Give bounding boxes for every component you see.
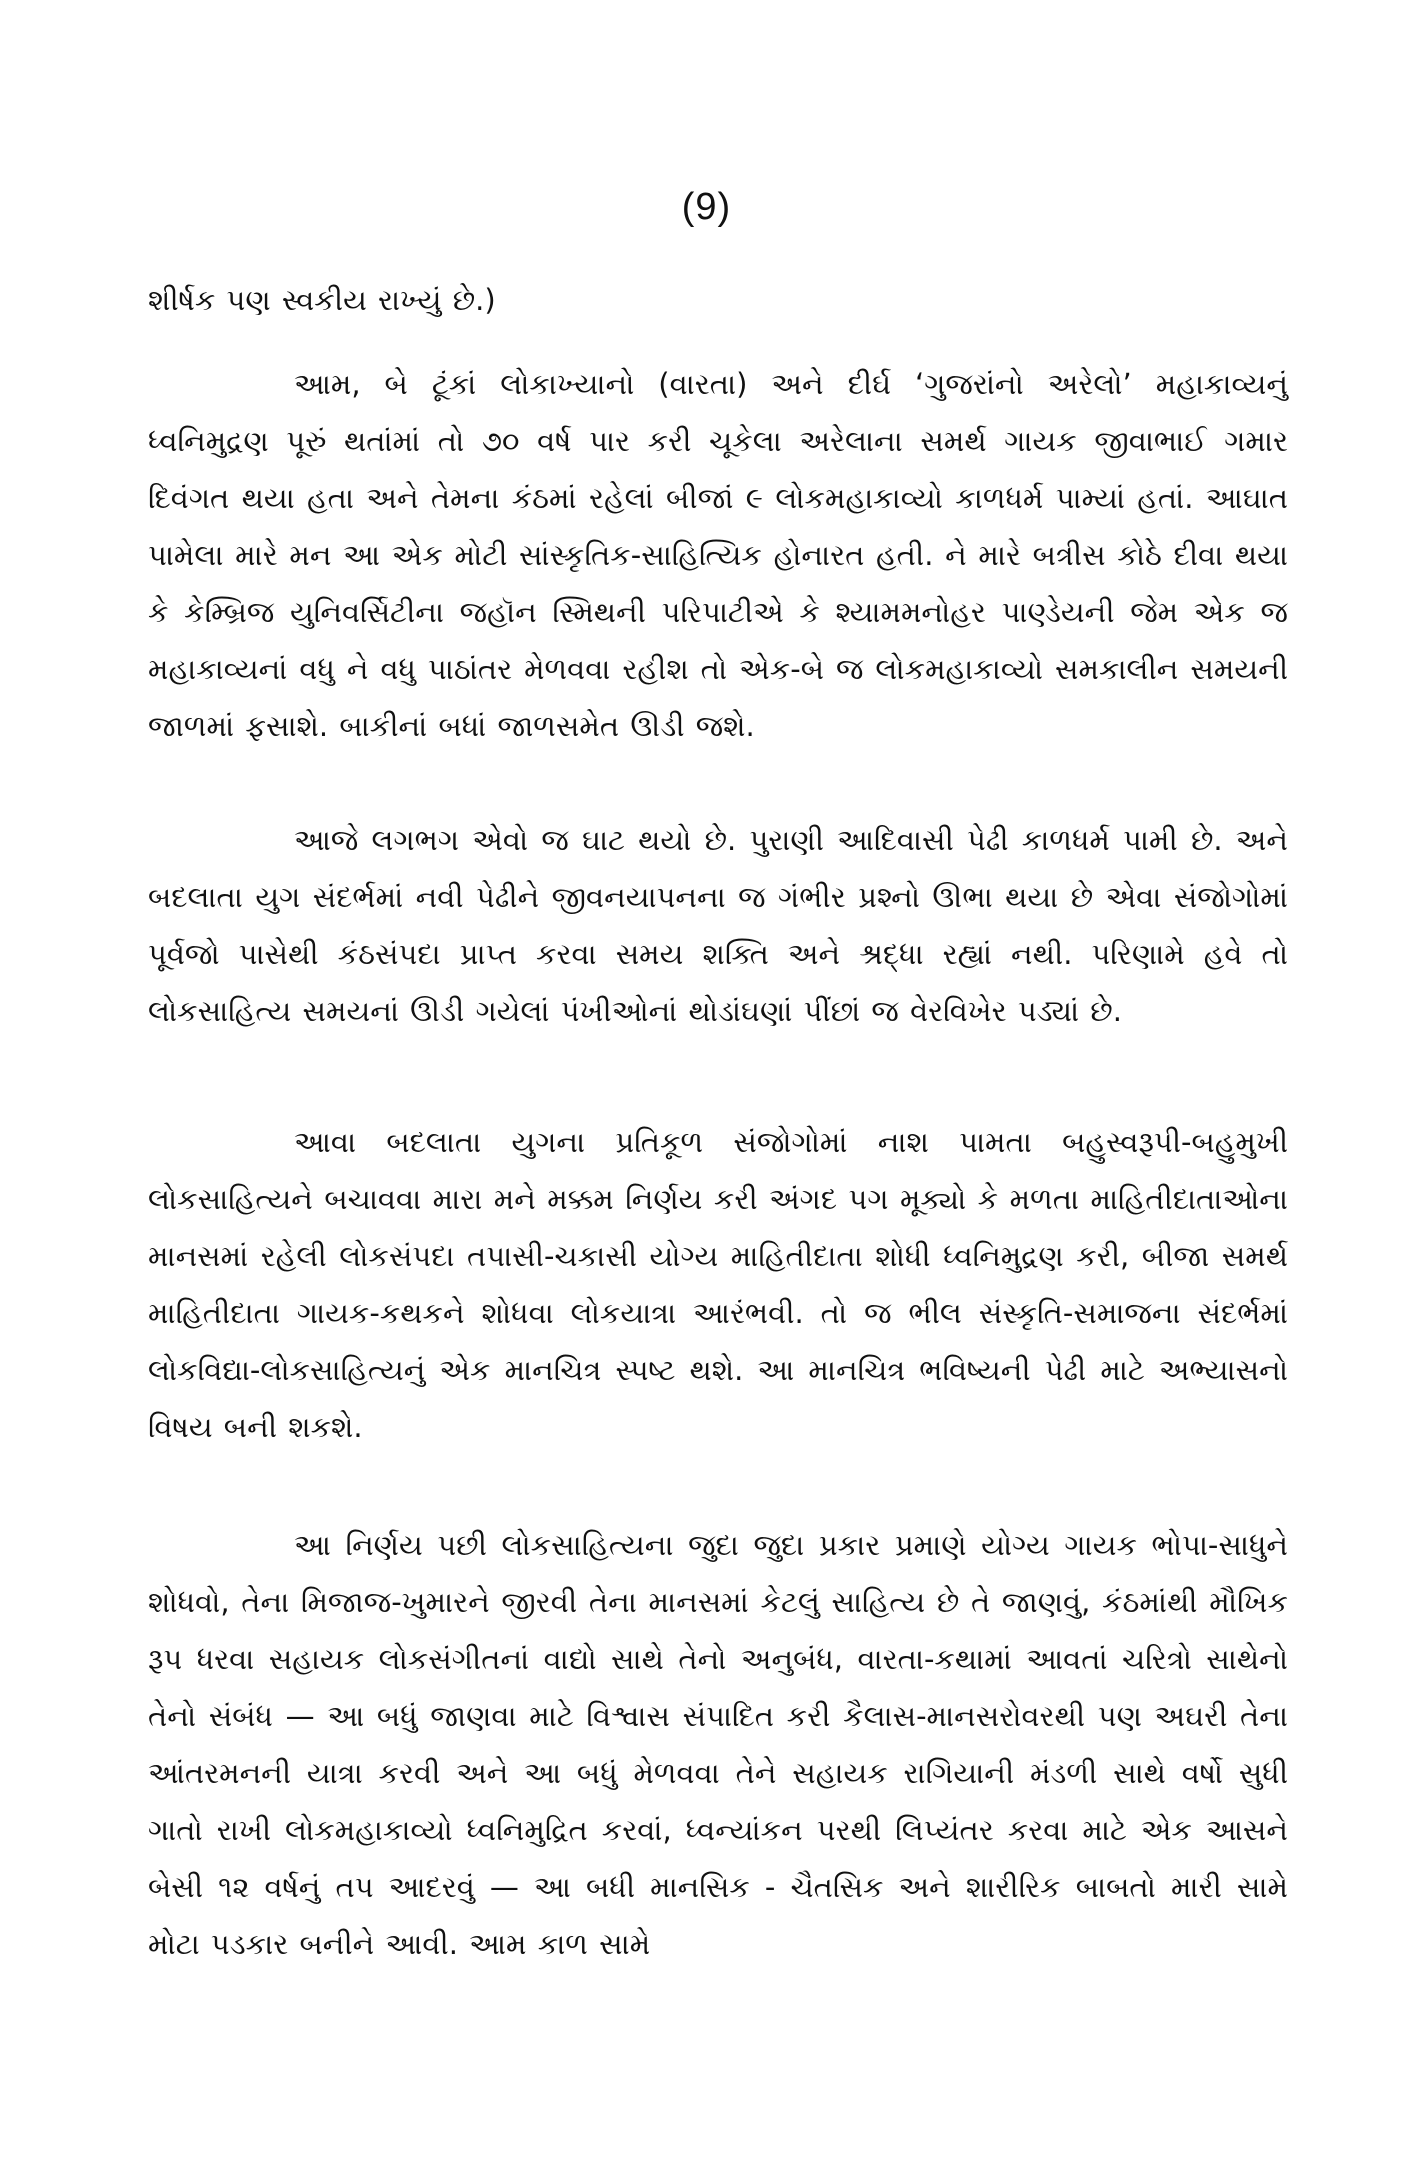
- page-number: (9): [681, 186, 732, 228]
- paragraph-2: આજે લગભગ એવો જ ઘાટ થયો છે. પુરાણી આદિવાસી પેઢી કાળધર્મ પામી છે. અને બદલાતા યુગ સંદર્ભમાં નવી પેઢીને જીવનયાપનના જ ગંભીર પ્રશ્નો ઊભા થયા છે એવા સંજોગોમાં પૂર્વજો પાસેથી કંઠસંપદા પ્રાપ્ત કરવા સમય શક્તિ અને શ્રદ્ધા રહ્યાં નથી. પરિણામે હવે તો લોકસાહિત્ય સમયનાં ઊડી ગયેલાં પંખીઓનાં થોડાંઘણાં પીંછાં જ વેરવિખેર પડ્યાં છે.: [148, 823, 1288, 1028]
- paragraph-3: આવા બદલાતા યુગના પ્રતિકૂળ સંજોગોમાં નાશ પામતા બહુસ્વરૂપી-બહુમુખી લોકસાહિત્યને બચાવવા મારા મને મક્કમ નિર્ણય કરી અંગદ પગ મૂક્યો કે મળતા માહિતીદાતાઓના માનસમાં રહેલી લોકસંપદા તપાસી-ચકાસી યોગ્ય માહિતીદાતા શોધી ધ્વનિમુદ્રણ કરી, બીજા સમર્થ માહિતીદાતા ગાયક-કથકને શોધવા લોકયાત્રા આરંભવી. તો જ ભીલ સંસ્કૃતિ-સમાજના સંદર્ભમાં લોકવિદ્યા-લોકસાહિત્યનું એક માનચિત્ર સ્પષ્ટ થશે. આ માનચિત્ર ભવિષ્યની પેઢી માટે અભ્યાસનો વિષય બની શકશે.: [148, 1125, 1288, 1444]
- paragraph-4: આ નિર્ણય પછી લોકસાહિત્યના જુદા જુદા પ્રકાર પ્રમાણે યોગ્ય ગાયક ભોપા-સાધુને શોધવો, તેના મિજાજ-ખુમારને જીરવી તેના માનસમાં કેટલું સાહિત્ય છે તે જાણવું, કંઠમાંથી મૌખિક રૂપ ધરવા સહાયક લોકસંગીતનાં વાદ્યો સાથે તેનો અનુબંધ, વારતા-કથામાં આવતાં ચરિત્રો સાથેનો તેનો સંબંધ — આ બધું જાણવા માટે વિશ્વાસ સંપાદિત કરી કૈલાસ-માનસરોવરથી પણ અઘરી તેના આંતરમનની યાત્રા કરવી અને આ બધું મેળવવા તેને સહાયક રાગિયાની મંડળી સાથે વર્ષો સુધી ગાતો રાખી લોકમહાકાવ્યો ધ્વનિમુદ્રિત કરવાં, ધ્વન્યાંકન પરથી લિપ્યંતર કરવા માટે એક આસને બેસી ૧૨ વર્ષનું તપ આદરવું — આ બધી માનસિક - ચૈતસિક અને શારીરિક બાબતો મારી સામે મોટા પડકાર બનીને આવી. આમ કાળ સામે: [148, 1528, 1288, 1961]
- paragraph-1: આમ, બે ટૂંકાં લોકાખ્યાનો (વારતા) અને દીર્ઘ ‘ગુજરાંનો અરેલો’ મહાકાવ્યનું ધ્વનિમુદ્રણ પૂરું થતાંમાં તો ૭૦ વર્ષ પાર કરી ચૂકેલા અરેલાના સમર્થ ગાયક જીવાભાઈ ગમાર દિવંગત થયા હતા અને તેમના કંઠમાં રહેલાં બીજાં ૯ લોકમહાકાવ્યો કાળધર્મ પામ્યાં હતાં. આઘાત પામેલા મારે મન આ એક મોટી સાંસ્કૃતિક-સાહિત્યિક હોનારત હતી. ને મારે બત્રીસ કોઠે દીવા થયા કે કેમ્બ્રિજ યુનિવર્સિટીના જહૉન સ્મિથની પરિપાટીએ કે શ્યામમનોહર પાણ્ડેયની જેમ એક જ મહાકાવ્યનાં વધુ ને વધુ પાઠાંતર મેળવવા રહીશ તો એક-બે જ લોકમહાકાવ્યો સમકાલીન સમયની જાળમાં ફસાશે. બાકીનાં બધાં જાળસમેત ઊડી જશે.: [148, 367, 1288, 743]
- opening-line: શીર્ષક પણ સ્વકીય રાખ્યું છે.): [148, 283, 496, 317]
